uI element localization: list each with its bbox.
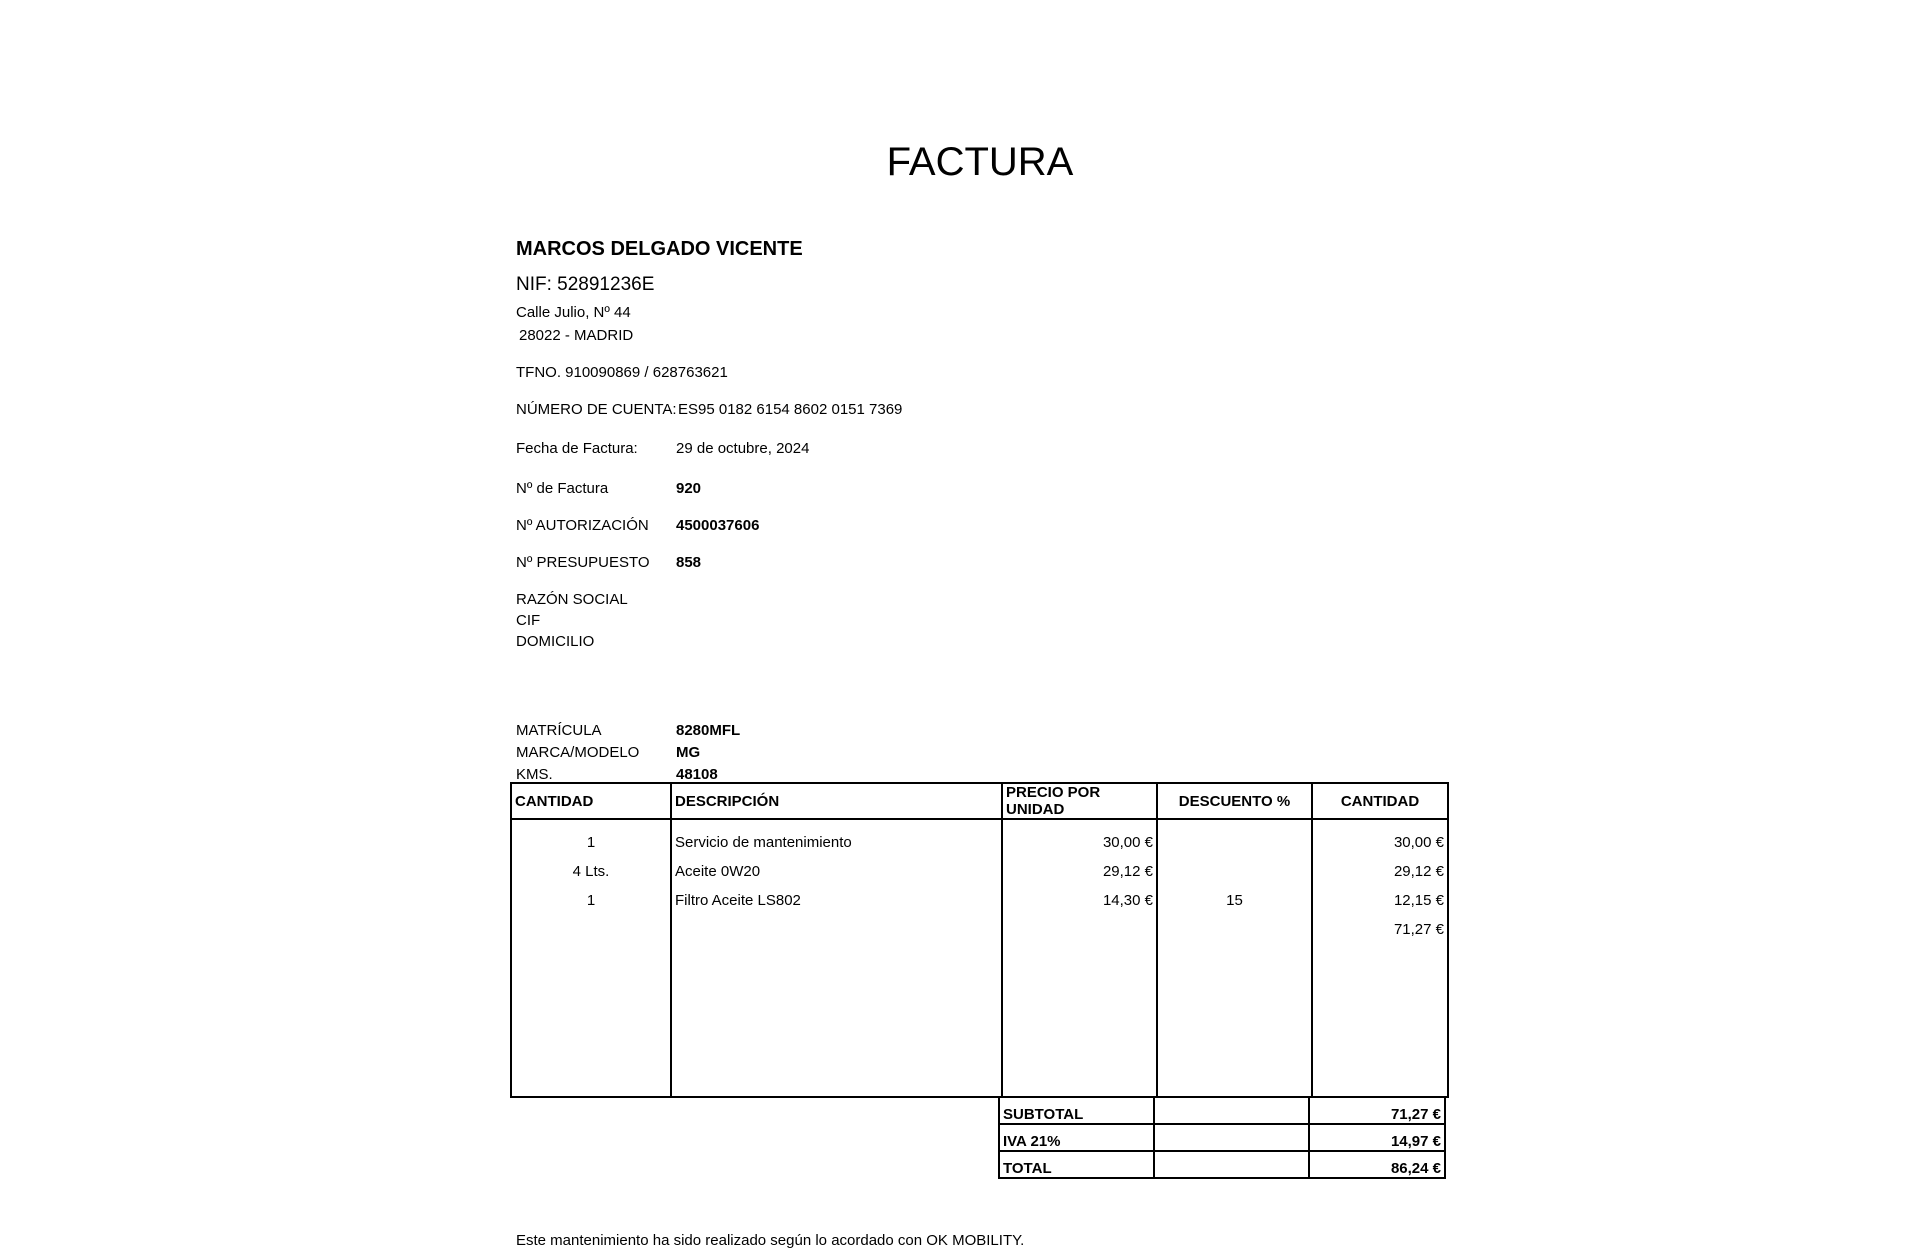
row-discount — [1157, 819, 1312, 857]
header-unit-price: PRECIO POR UNIDAD — [1002, 783, 1157, 819]
vehicle-model-label: MARCA/MODELO — [516, 744, 640, 761]
row-unit-price: 30,00 € — [1002, 819, 1157, 857]
row-quantity — [511, 915, 671, 944]
row-description — [671, 915, 1002, 944]
row-amount: 29,12 € — [1312, 857, 1448, 886]
row-unit-price: 29,12 € — [1002, 857, 1157, 886]
table-row — [511, 915, 1448, 944]
table-row — [511, 819, 1448, 857]
company-address-city: 28022 - MADRID — [519, 327, 634, 344]
row-discount — [1157, 915, 1312, 944]
iva-label: IVA 21% — [999, 1124, 1154, 1151]
invoice-number-value: 920 — [676, 480, 702, 497]
invoice-number-label: Nº de Factura — [516, 480, 609, 497]
row-discount — [1157, 857, 1312, 886]
header-amount: CANTIDAD — [1312, 783, 1448, 819]
row-discount: 15 — [1157, 886, 1312, 915]
company-phone: TFNO. 910090869 / 628763621 — [516, 364, 728, 381]
subtotal-row — [999, 1097, 1445, 1124]
invoice-date-label: Fecha de Factura: — [516, 440, 638, 457]
row-quantity: 1 — [511, 886, 671, 915]
subtotal-label: SUBTOTAL — [999, 1097, 1154, 1124]
iva-row — [999, 1124, 1445, 1151]
row-unit-price — [1002, 915, 1157, 944]
header-discount: DESCUENTO % — [1157, 783, 1312, 819]
items-header-row — [511, 783, 1448, 819]
company-name: MARCOS DELGADO VICENTE — [516, 238, 803, 260]
vehicle-plate-value: 8280MFL — [676, 722, 741, 739]
total-label: TOTAL — [999, 1151, 1154, 1178]
vehicle-kms-value: 48108 — [676, 766, 718, 783]
authorization-value: 4500037606 — [676, 517, 760, 534]
vehicle-model-value: MG — [676, 744, 701, 761]
client-razon-social-label: RAZÓN SOCIAL — [516, 591, 628, 608]
client-domicilio-label: DOMICILIO — [516, 633, 595, 650]
table-blank-area — [511, 944, 1448, 1097]
row-quantity: 4 Lts. — [511, 857, 671, 886]
row-amount: 71,27 € — [1312, 915, 1448, 944]
row-description: Aceite 0W20 — [671, 857, 1002, 886]
vehicle-plate-label: MATRÍCULA — [516, 722, 602, 739]
row-amount: 30,00 € — [1312, 819, 1448, 857]
subtotal-value: 71,27 € — [1309, 1097, 1445, 1124]
total-row — [999, 1151, 1445, 1178]
table-row — [511, 886, 1448, 915]
invoice-date-value: 29 de octubre, 2024 — [676, 440, 810, 457]
row-amount: 12,15 € — [1312, 886, 1448, 915]
account-value: ES95 0182 6154 8602 0151 7369 — [678, 401, 903, 418]
authorization-label: Nº AUTORIZACIÓN — [516, 517, 649, 534]
client-cif-label: CIF — [516, 612, 541, 629]
vehicle-kms-label: KMS. — [516, 766, 553, 783]
total-value: 86,24 € — [1309, 1151, 1445, 1178]
account-label: NÚMERO DE CUENTA: — [516, 401, 677, 418]
budget-label: Nº PRESUPUESTO — [516, 554, 650, 571]
items-table — [510, 782, 1449, 1098]
totals-table — [998, 1096, 1446, 1179]
row-unit-price: 14,30 € — [1002, 886, 1157, 915]
budget-value: 858 — [676, 554, 702, 571]
iva-value: 14,97 € — [1309, 1124, 1445, 1151]
company-nif: NIF: 52891236E — [516, 274, 655, 295]
table-row — [511, 857, 1448, 886]
footer-note: Este mantenimiento ha sido realizado según lo acordado con OK MOBILITY. — [516, 1232, 1025, 1249]
company-address-street: Calle Julio, Nº 44 — [516, 304, 631, 321]
invoice-title: FACTURA — [886, 140, 1074, 184]
row-description: Servicio de mantenimiento — [671, 819, 1002, 857]
row-description: Filtro Aceite LS802 — [671, 886, 1002, 915]
row-quantity: 1 — [511, 819, 671, 857]
header-description: DESCRIPCIÓN — [671, 783, 1002, 819]
header-quantity: CANTIDAD — [511, 783, 671, 819]
